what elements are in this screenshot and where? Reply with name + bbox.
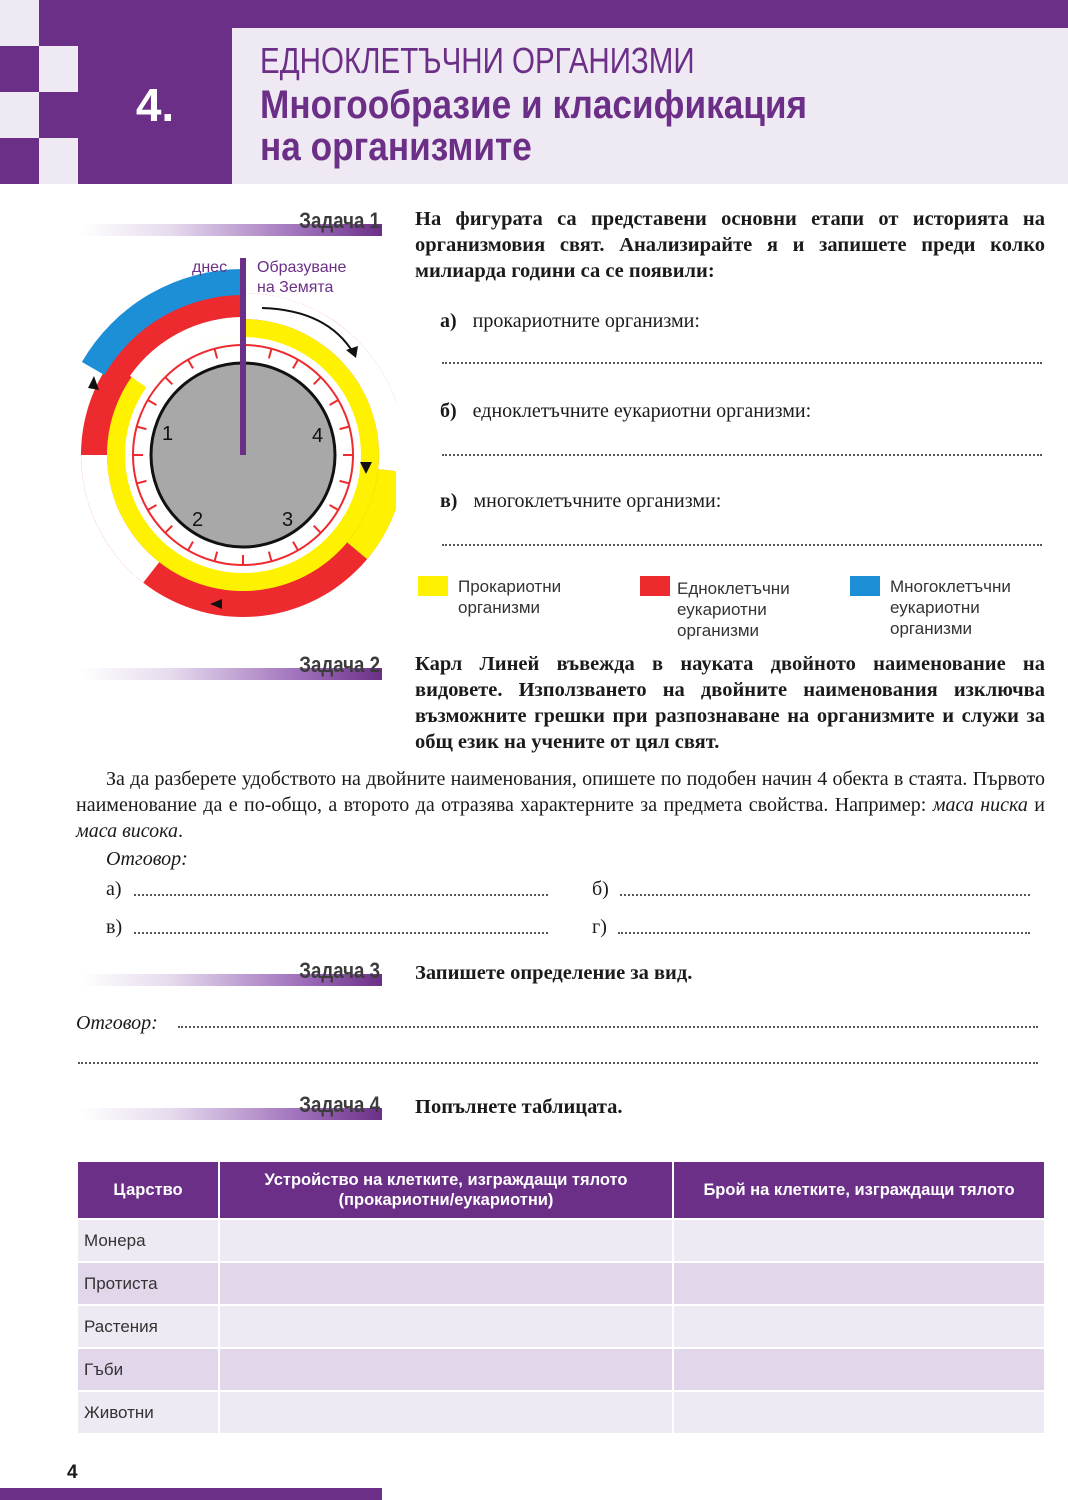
kingdom-name: Монера — [78, 1219, 219, 1262]
page-number: 4 — [67, 1462, 78, 1483]
kingdom-name: Растения — [78, 1305, 219, 1348]
table-cell-structure[interactable] — [219, 1305, 673, 1348]
item-letter: а) — [440, 310, 457, 332]
table-cell-count[interactable] — [673, 1348, 1044, 1391]
task2-answer-line-c[interactable] — [134, 932, 548, 934]
task3-label-text: Задача 3 — [299, 958, 380, 983]
table-cell-structure[interactable] — [219, 1391, 673, 1433]
chapter-supertitle: ЕДНОКЛЕТЪЧНИ ОРГАНИЗМИ — [260, 40, 695, 81]
label-earth-line2: на Земята — [257, 279, 334, 296]
table-cell-count[interactable] — [673, 1219, 1044, 1262]
task1-answer-line-a[interactable] — [442, 362, 1042, 364]
task1-label-text: Задача 1 — [299, 208, 380, 233]
earth-history-clock-figure — [66, 248, 396, 628]
task1-question: На фигурата са представени основни етапи от историята на организмовия свят. Анализирайте я и запишете преди колко милиарда години са се появили: — [415, 208, 1045, 282]
footer-bar — [0, 1488, 382, 1500]
task2-answer-line-a[interactable] — [134, 894, 548, 896]
task1-answer-line-c[interactable] — [442, 544, 1042, 546]
chapter-title — [260, 84, 807, 168]
dial-number-2: 2 — [192, 509, 204, 531]
task2-instructions: За да разберете удобството на двойните наименования, опишете по подобен начин 4 обекта в стаята. Първото наименование да е по-общо, а второто да отразява характерните за предмета свойства. Например: маса ниска и маса висока. — [76, 768, 1045, 842]
task2-answer-d-label: г) — [592, 916, 607, 938]
task2-label — [80, 650, 382, 680]
task2-answer-c-label: в) — [106, 916, 123, 938]
table-cell-structure[interactable] — [219, 1219, 673, 1262]
task2-answer-line-b[interactable] — [620, 894, 1030, 896]
legend-swatch-multicellular — [850, 576, 880, 596]
legend-swatch-eukaryotes — [640, 576, 670, 596]
table-header-kingdom: Царство — [78, 1162, 219, 1219]
kingdom-name: Протиста — [78, 1262, 219, 1305]
task4-label — [80, 1090, 382, 1120]
dial-number-3: 3 — [282, 509, 294, 531]
task2-question: Карл Линей въвежда в науката двойното наименование на видовете. Използването на двойните наименования изключва възможните грешки при разпознаване на организмите и служи за общ език на учените от цял свят. — [415, 653, 1045, 753]
blue-ring-arrow-icon — [88, 376, 99, 390]
task1-item-c — [440, 490, 721, 513]
task3-label — [80, 956, 382, 986]
kingdoms-table — [78, 1162, 1044, 1433]
table-header-row — [78, 1162, 1044, 1219]
kingdom-name: Животни — [78, 1391, 219, 1433]
task3-question: Запишете определение за вид. — [415, 962, 693, 984]
task2-label-text: Задача 2 — [299, 652, 380, 677]
task1-label — [80, 206, 382, 236]
chapter-number: 4. — [135, 79, 175, 131]
task1-item-b — [440, 400, 811, 423]
task3-answer-label: Отговор: — [76, 1012, 158, 1034]
task2-answer-label: Отговор: — [106, 848, 188, 870]
header-top-bar — [232, 0, 1068, 28]
legend-label-prokaryotes: Прокариотни организми — [458, 577, 562, 617]
table-cell-count[interactable] — [673, 1262, 1044, 1305]
label-today: днес — [192, 259, 228, 276]
task2-answer-b-label: б) — [592, 878, 609, 900]
task1-answer-line-b[interactable] — [442, 454, 1042, 456]
item-letter: б) — [440, 400, 457, 422]
task2-answer-line-d[interactable] — [618, 932, 1030, 934]
dial-number-4: 4 — [312, 425, 324, 447]
item-text: едноклетъчните еукариотни организми: — [472, 400, 812, 422]
table-row — [78, 1348, 1044, 1391]
table-cell-structure[interactable] — [219, 1348, 673, 1391]
label-earth-line1: Образуване — [257, 259, 347, 276]
table-row — [78, 1219, 1044, 1262]
dial-number-1: 1 — [162, 423, 174, 445]
table-cell-count[interactable] — [673, 1391, 1044, 1433]
item-letter: в) — [440, 490, 458, 512]
chapter-number-box — [78, 0, 232, 184]
legend-label-eukaryotes: Едноклетъчни еукариотни организми — [677, 579, 790, 640]
legend-swatch-prokaryotes — [418, 576, 448, 596]
table-row — [78, 1262, 1044, 1305]
item-text: прокариотните организми: — [472, 310, 700, 332]
task3-answer-line-2[interactable] — [78, 1062, 1038, 1064]
task4-label-text: Задача 4 — [299, 1092, 380, 1117]
table-header-cell-count: Брой на клетките, изграждащи тялото — [673, 1162, 1044, 1219]
item-text: многоклетъчните организми: — [473, 490, 722, 512]
task4-question: Попълнете таблицата. — [415, 1096, 623, 1118]
task1-item-a — [440, 310, 700, 333]
chapter-title-line1: Многообразие и класификация — [260, 83, 808, 127]
task2-answer-a-label: а) — [106, 878, 122, 900]
table-cell-count[interactable] — [673, 1305, 1044, 1348]
clock-hand — [240, 258, 246, 455]
table-cell-structure[interactable] — [219, 1262, 673, 1305]
chapter-title-line2: на организмите — [260, 125, 532, 169]
legend-label-multicellular: Многоклетъчни еукариотни организми — [890, 577, 1011, 638]
table-row — [78, 1305, 1044, 1348]
task3-answer-line-1[interactable] — [178, 1026, 1038, 1028]
kingdom-name: Гъби — [78, 1348, 219, 1391]
table-header-cell-structure: Устройство на клетките, изграждащи тялото (прокариотни/еукариотни) — [219, 1162, 673, 1219]
table-row — [78, 1391, 1044, 1433]
header-checker-decoration — [0, 0, 78, 184]
